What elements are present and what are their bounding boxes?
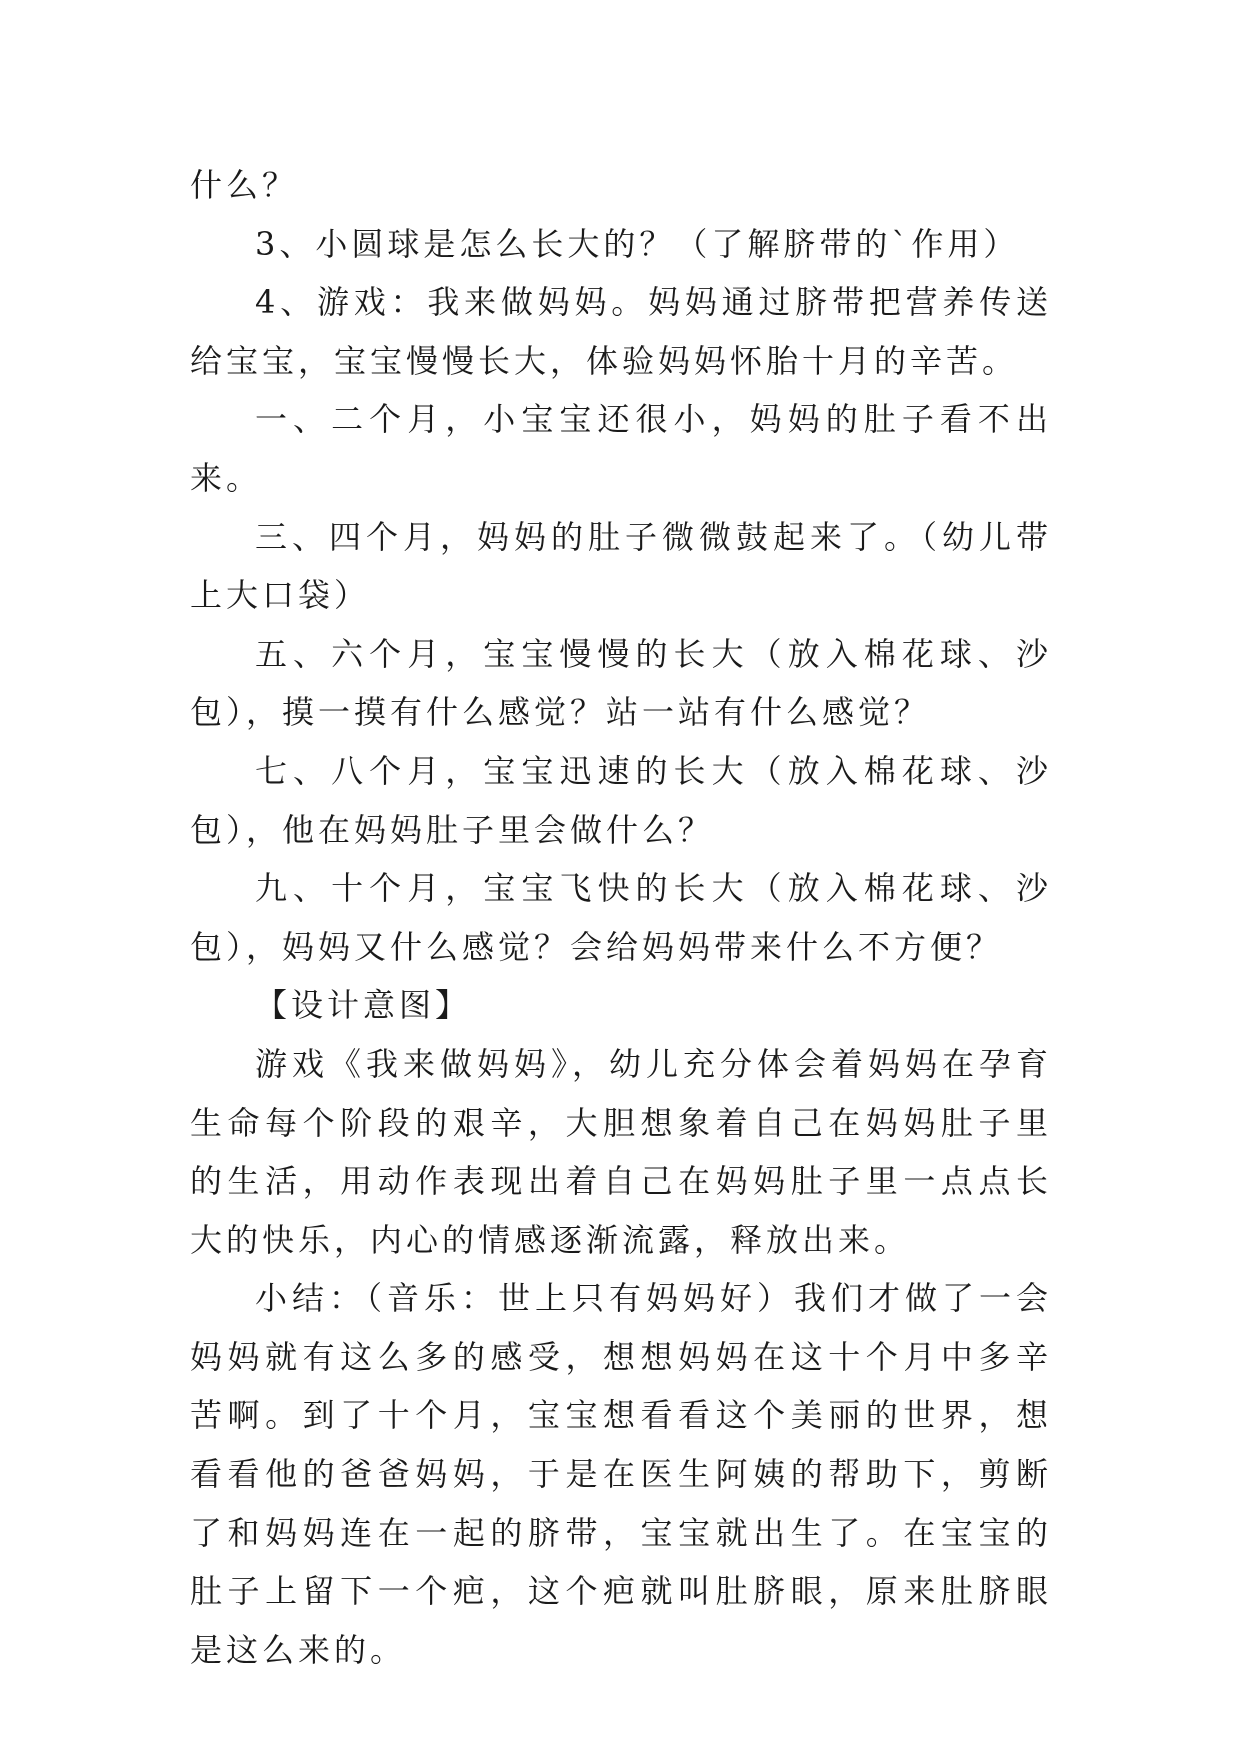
paragraph-month-9-10: 九、十个月，宝宝飞快的长大（放入棉花球、沙包），妈妈又什么感觉？会给妈妈带来什么不方便？ bbox=[190, 869, 1052, 966]
paragraph-month-5-6: 五、六个月，宝宝慢慢的长大（放入棉花球、沙包），摸一摸有什么感觉？站一站有什么感觉？ bbox=[190, 634, 1052, 732]
paragraph-design-intent: 游戏《我来做妈妈》，幼儿充分体会着妈妈在孕育生命每个阶段的艰辛，大胆想象着自己在妈妈肚子里的生活，用动作表现出着自己在妈妈肚子里一点点长大的快乐，内心的情感逐渐流露，释放出来。 bbox=[190, 1044, 1052, 1259]
document-body bbox=[190, 156, 1052, 1679]
paragraph-question-3: 3、小圆球是怎么长大的？（了解脐带的`作用） bbox=[255, 224, 1020, 263]
section-heading-design-intent: 【设计意图】 bbox=[255, 986, 472, 1025]
paragraph-month-1-2: 一、二个月，小宝宝还很小，妈妈的肚子看不出来。 bbox=[190, 400, 1052, 497]
paragraph-game-4: 4、游戏：我来做妈妈。妈妈通过脐带把营养传送给宝宝，宝宝慢慢长大，体验妈妈怀胎十月的辛苦。 bbox=[190, 283, 1052, 380]
paragraph-month-7-8: 七、八个月，宝宝迅速的长大（放入棉花球、沙包），他在妈妈肚子里会做什么？ bbox=[190, 751, 1052, 849]
paragraph-month-3-4: 三、四个月，妈妈的肚子微微鼓起来了。（幼儿带上大口袋） bbox=[190, 517, 1052, 615]
paragraph-continuation: 什么？ bbox=[190, 166, 299, 204]
paragraph-summary: 小结：（音乐：世上只有妈妈好）我们才做了一会妈妈就有这么多的感受，想想妈妈在这十个月中多辛苦啊。到了十个月，宝宝想看看这个美丽的世界，想看看他的爸爸妈妈，于是在医生阿姨的帮助下，剪断了和妈妈连在一起的脐带，宝宝就出生了。在宝宝的肚子上留下一个疤，这个疤就叫肚脐眼，原来肚脐眼是这么来的。 bbox=[190, 1279, 1052, 1669]
